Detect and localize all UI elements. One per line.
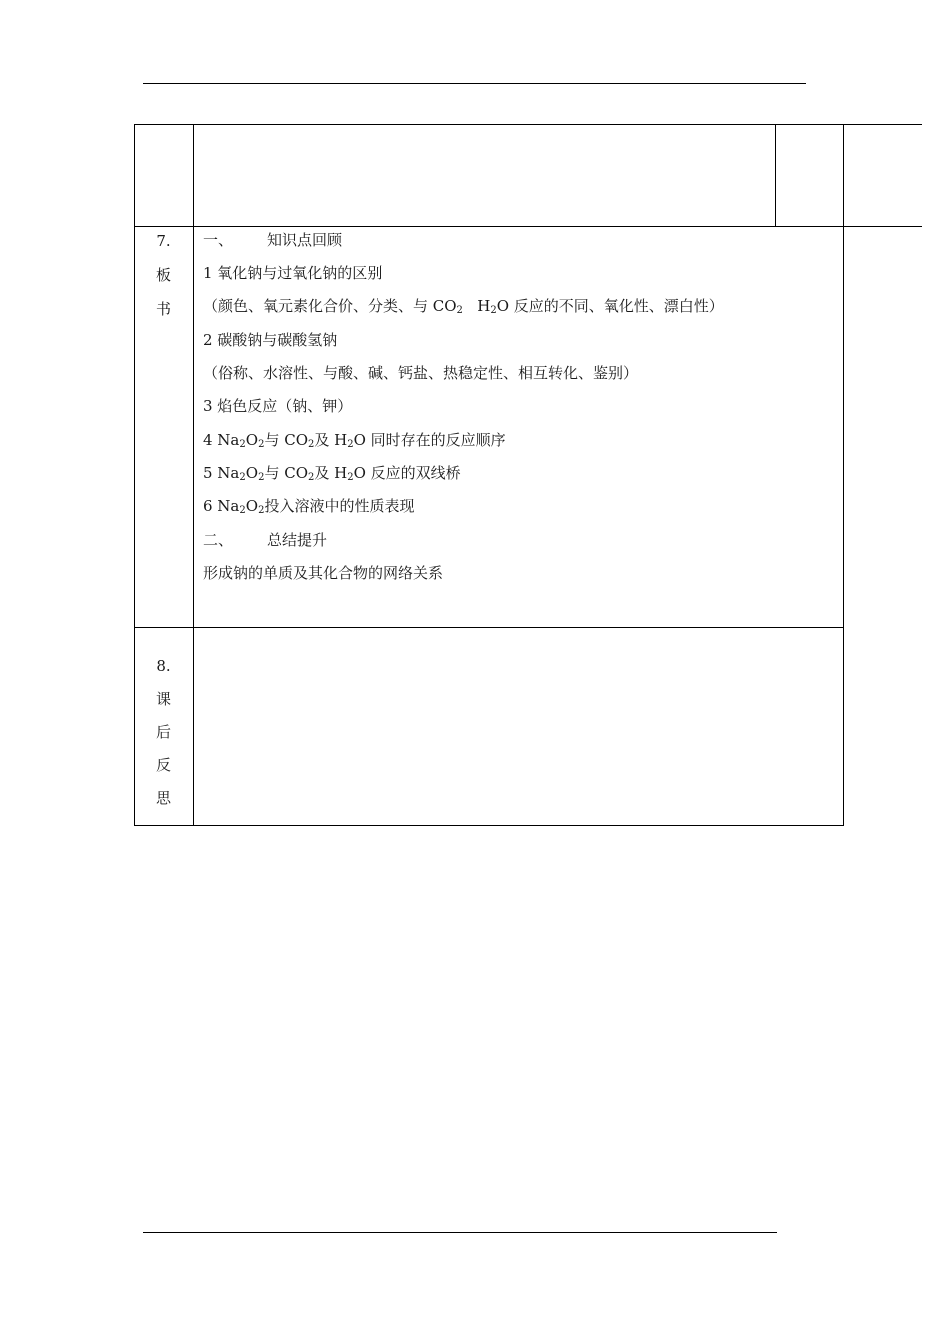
label-line: 反 bbox=[155, 756, 171, 774]
item-text: 与 CO bbox=[264, 464, 308, 482]
item-text: O 反应的双线桥 bbox=[353, 464, 461, 482]
item-text: 投入溶液中的性质表现 bbox=[264, 497, 415, 515]
section-8-label bbox=[134, 656, 193, 808]
item-text: O bbox=[245, 497, 259, 515]
item-text: 5 Na bbox=[203, 464, 240, 482]
subscript: 2 bbox=[490, 305, 497, 316]
heading-number: 二、 bbox=[203, 531, 234, 549]
heading-number: 一、 bbox=[203, 231, 234, 249]
item-text: O bbox=[245, 464, 259, 482]
item-text: O 反应的不同、氧化性、漂白性） bbox=[496, 297, 724, 315]
table-border-right bbox=[843, 124, 844, 826]
item-text: （俗称、水溶性、与酸、碱、钙盐、热稳定性、相互转化、鉴别） bbox=[203, 364, 639, 382]
list-item bbox=[203, 396, 352, 416]
item-text: 4 Na bbox=[203, 431, 240, 449]
heading-knowledge-review bbox=[203, 230, 342, 250]
column-divider-a bbox=[775, 124, 776, 226]
list-item-detail bbox=[203, 296, 724, 321]
table-border-bottom bbox=[134, 825, 844, 826]
subscript: 2 bbox=[239, 505, 246, 516]
subscript: 2 bbox=[239, 472, 246, 483]
heading-text: 总结提升 bbox=[267, 531, 328, 549]
heading-summary bbox=[203, 530, 327, 550]
label-column-divider bbox=[193, 124, 194, 826]
item-text: O bbox=[245, 431, 259, 449]
list-item-detail bbox=[203, 363, 638, 383]
row-divider-1 bbox=[134, 226, 922, 227]
item-text: 形成钠的单质及其化合物的网络关系 bbox=[203, 564, 444, 582]
row-divider-2 bbox=[134, 627, 844, 628]
label-line: 书 bbox=[155, 300, 171, 318]
label-line: 课 bbox=[155, 690, 171, 708]
list-item bbox=[203, 496, 414, 521]
label-line: 8. bbox=[156, 657, 171, 675]
label-line: 思 bbox=[155, 789, 171, 807]
subscript: 2 bbox=[239, 439, 246, 450]
label-line: 后 bbox=[155, 723, 171, 741]
item-text: 与 CO bbox=[264, 431, 308, 449]
item-text: 及 H bbox=[314, 431, 348, 449]
subscript: 2 bbox=[258, 439, 265, 450]
subscript: 2 bbox=[258, 505, 265, 516]
subscript: 2 bbox=[456, 305, 463, 316]
footer-rule bbox=[143, 1232, 777, 1233]
item-text: 及 H bbox=[314, 464, 348, 482]
subscript: 2 bbox=[308, 439, 315, 450]
item-text: 3 焰色反应（钠、钾） bbox=[203, 397, 353, 415]
list-item bbox=[203, 463, 461, 488]
table-border-top bbox=[134, 124, 922, 125]
item-text: 1 氧化钠与过氧化钠的区别 bbox=[203, 264, 383, 282]
item-text: 2 碳酸钠与碳酸氢钠 bbox=[203, 331, 338, 349]
list-item bbox=[203, 263, 382, 283]
label-line: 7. bbox=[156, 232, 171, 250]
item-text: O 同时存在的反应顺序 bbox=[353, 431, 506, 449]
summary-text bbox=[203, 563, 443, 583]
item-text: H bbox=[477, 297, 491, 315]
item-text: （颜色、氧元素化合价、分类、与 CO bbox=[203, 297, 457, 315]
subscript: 2 bbox=[308, 472, 315, 483]
heading-text: 知识点回顾 bbox=[267, 231, 343, 249]
subscript: 2 bbox=[347, 439, 354, 450]
label-line: 板 bbox=[155, 266, 171, 284]
subscript: 2 bbox=[347, 472, 354, 483]
lesson-plan-table bbox=[134, 124, 922, 826]
section-7-label bbox=[134, 231, 193, 319]
item-text: 6 Na bbox=[203, 497, 240, 515]
list-item bbox=[203, 430, 506, 455]
list-item bbox=[203, 330, 337, 350]
header-rule bbox=[143, 83, 806, 84]
subscript: 2 bbox=[258, 472, 265, 483]
